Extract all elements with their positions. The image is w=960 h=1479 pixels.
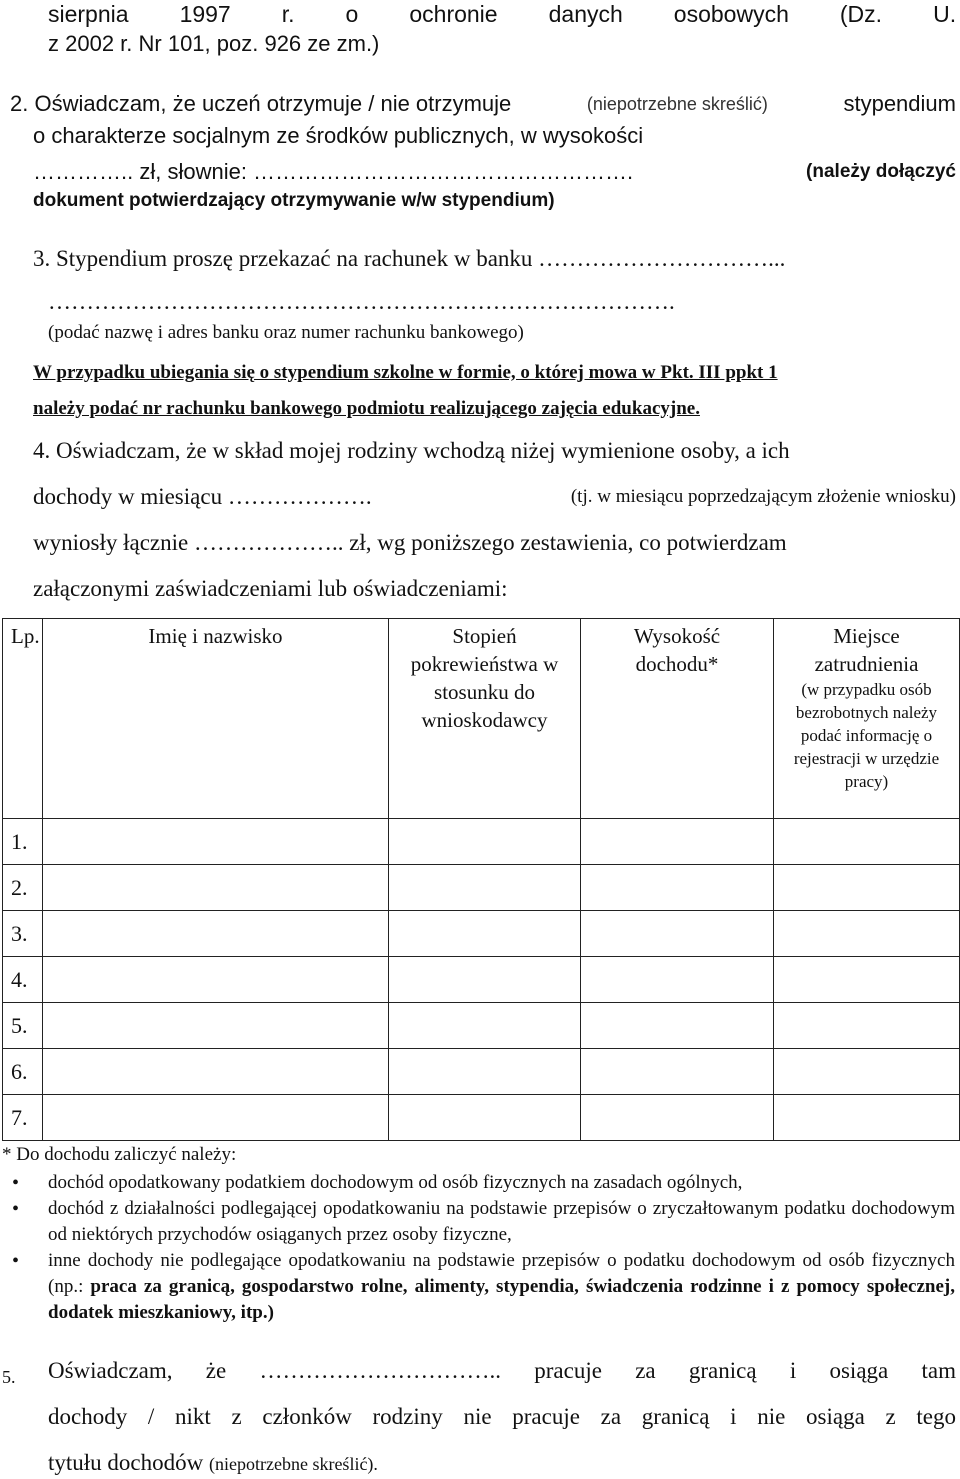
family-statement-line-3: wyniosły łącznie ……………….. zł, wg poniższego zestawienia, co potwierdzam bbox=[33, 530, 787, 555]
bank-info-hint: (podać nazwę i adres banku oraz numer rachunku bankowego) bbox=[48, 322, 524, 343]
table-row bbox=[3, 911, 960, 957]
header-lp: Lp. bbox=[3, 619, 43, 819]
word: sierpnia bbox=[48, 1, 129, 27]
bank-transfer-line: 3. Stypendium proszę przekazać na rachunek w banku …………………………... bbox=[33, 246, 786, 271]
cell-relation[interactable] bbox=[389, 957, 581, 1003]
scholarship-statement-line-1 bbox=[10, 90, 956, 118]
cell-workplace[interactable] bbox=[774, 865, 960, 911]
header-relation: Stopień pokrewieństwa w stosunku do wnioskodawcy bbox=[389, 619, 581, 819]
list-item-text: dochód opodatkowany podatkiem dochodowym od osób fizycznych na zasadach ogólnych, bbox=[48, 1172, 743, 1193]
scholarship-statement-line-2: o charakterze socjalnym ze środków publicznych, w wysokości bbox=[33, 123, 644, 148]
word: r. bbox=[281, 1, 295, 27]
row-number: 1. bbox=[3, 819, 43, 865]
cell-name[interactable] bbox=[43, 865, 389, 911]
cell-name[interactable] bbox=[43, 1095, 389, 1141]
cell-name[interactable] bbox=[43, 1003, 389, 1049]
month-field: dochody w miesiącu ………………. bbox=[33, 484, 372, 509]
word: (Dz. bbox=[839, 1, 883, 27]
abroad-statement-line-1: Oświadczam, że ………………………….. pracuje za granicą i osiąga tam bbox=[48, 1358, 956, 1383]
scholarship-statement-text: 2. Oświadczam, że uczeń otrzymuje / nie otrzymuje bbox=[10, 91, 512, 116]
family-statement-line-2 bbox=[33, 482, 956, 512]
cell-income[interactable] bbox=[581, 957, 774, 1003]
word: osobowych bbox=[673, 1, 789, 27]
cell-relation[interactable] bbox=[389, 865, 581, 911]
cell-name[interactable] bbox=[43, 1049, 389, 1095]
cell-income[interactable] bbox=[581, 1095, 774, 1141]
word: ochronie bbox=[409, 1, 498, 27]
family-statement-line-4: załączonymi zaświadczeniami lub oświadczeniami: bbox=[33, 576, 508, 601]
month-hint: (tj. w miesiącu poprzedzającym złożenie wniosku) bbox=[570, 486, 956, 507]
row-number: 6. bbox=[3, 1049, 43, 1095]
cell-income[interactable] bbox=[581, 865, 774, 911]
cell-relation[interactable] bbox=[389, 911, 581, 957]
list-item bbox=[0, 1196, 955, 1248]
abroad-statement-end: tytułu dochodów bbox=[48, 1450, 204, 1475]
header-income: Wysokość dochodu* bbox=[581, 619, 774, 819]
list-item-text: dochód z działalności podlegającej opodatkowaniu na podstawie przepisów o zryczałtowanym podatku dochodowym od niektórych przychodów osiąganych przez osoby fizyczne, bbox=[48, 1198, 955, 1245]
ppkt-note-line-1: W przypadku ubiegania się o stypendium szkolne w formie, o której mowa w Pkt. III ppkt 1 bbox=[33, 362, 778, 383]
row-number: 4. bbox=[3, 957, 43, 1003]
header-workplace bbox=[774, 619, 960, 819]
attach-note: (należy dołączyć bbox=[806, 161, 956, 182]
cell-workplace[interactable] bbox=[774, 1003, 960, 1049]
table-header-row bbox=[3, 619, 960, 819]
law-reference-line-1 bbox=[48, 0, 956, 28]
income-note-title: * Do dochodu zaliczyć należy: bbox=[2, 1144, 237, 1165]
table-row bbox=[3, 865, 960, 911]
cell-name[interactable] bbox=[43, 911, 389, 957]
list-item-emphasis: praca za granicą, gospodarstwo rolne, alimenty, stypendia, świadczenia rodzinne i z pomocy społecznej, dodatek mieszkaniowy, itp.) bbox=[48, 1276, 955, 1323]
ppkt-note-line-2: należy podać nr rachunku bankowego podmiotu realizującego zajęcia edukacyjne. bbox=[33, 398, 700, 419]
header-name: Imię i nazwisko bbox=[43, 619, 389, 819]
workplace-label: Miejsce zatrudnienia bbox=[814, 624, 919, 676]
p5-number: 5. bbox=[2, 1367, 16, 1387]
cell-income[interactable] bbox=[581, 819, 774, 865]
scholarship-amount-line bbox=[33, 158, 956, 186]
cell-relation[interactable] bbox=[389, 819, 581, 865]
cell-income[interactable] bbox=[581, 1049, 774, 1095]
table-row bbox=[3, 1049, 960, 1095]
cell-relation[interactable] bbox=[389, 1003, 581, 1049]
word: danych bbox=[548, 1, 623, 27]
row-number: 7. bbox=[3, 1095, 43, 1141]
workplace-note: (w przypadku osób bezrobotnych należy podać informację o rejestracji w urzędzie pracy) bbox=[793, 680, 940, 791]
table-row bbox=[3, 819, 960, 865]
cell-relation[interactable] bbox=[389, 1049, 581, 1095]
cell-workplace[interactable] bbox=[774, 957, 960, 1003]
table-row bbox=[3, 1003, 960, 1049]
cell-income[interactable] bbox=[581, 911, 774, 957]
cell-name[interactable] bbox=[43, 957, 389, 1003]
row-number: 5. bbox=[3, 1003, 43, 1049]
cell-workplace[interactable] bbox=[774, 819, 960, 865]
table-row bbox=[3, 1095, 960, 1141]
family-members-table bbox=[2, 618, 960, 1141]
word: o bbox=[345, 1, 359, 27]
row-number: 2. bbox=[3, 865, 43, 911]
row-number: 3. bbox=[3, 911, 43, 957]
cell-income[interactable] bbox=[581, 1003, 774, 1049]
list-item bbox=[0, 1170, 955, 1196]
law-reference-line-2: z 2002 r. Nr 101, poz. 926 ze zm.) bbox=[48, 31, 380, 56]
abroad-statement-line-3 bbox=[48, 1448, 378, 1479]
cell-relation[interactable] bbox=[389, 1095, 581, 1141]
bank-dots-line: ………………………………………………………………………. bbox=[48, 289, 675, 314]
income-note-list bbox=[0, 1170, 955, 1326]
word: U. bbox=[933, 1, 957, 27]
list-item bbox=[0, 1248, 955, 1326]
strike-note: (niepotrzebne skreślić). bbox=[209, 1454, 378, 1474]
cell-workplace[interactable] bbox=[774, 1095, 960, 1141]
cell-workplace[interactable] bbox=[774, 1049, 960, 1095]
amount-field: ………….. zł, słownie: ……………………………………………. bbox=[33, 159, 634, 184]
scholarship-word: stypendium bbox=[843, 91, 956, 116]
cell-name[interactable] bbox=[43, 819, 389, 865]
attach-document-note: dokument potwierdzający otrzymywanie w/w stypendium) bbox=[33, 190, 555, 211]
table-row bbox=[3, 957, 960, 1003]
word: 1997 bbox=[179, 1, 231, 27]
abroad-statement-line-2: dochody / nikt z członków rodziny nie pracuje za granicą i nie osiąga z tego bbox=[48, 1404, 956, 1429]
strike-note: (niepotrzebne skreślić) bbox=[586, 94, 768, 114]
family-statement-line-1: 4. Oświadczam, że w skład mojej rodziny wchodzą niżej wymienione osoby, a ich bbox=[33, 438, 790, 463]
cell-workplace[interactable] bbox=[774, 911, 960, 957]
list-item-text: inne dochody nie podlegające opodatkowaniu na podstawie przepisów o podatku dochodowym od osób fizycznych (np.: bbox=[48, 1250, 955, 1297]
